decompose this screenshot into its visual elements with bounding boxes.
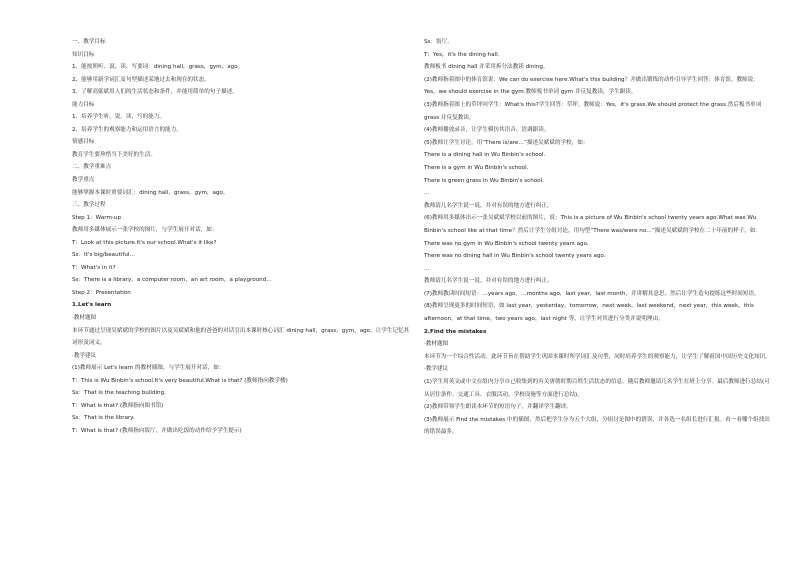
text-line: 1、培养学生听、说、读、写的能力。 [72, 114, 166, 121]
text-line: (2)教师带领学生朗读本环节的短语句子，并翻译学生翻译。 [424, 404, 572, 411]
text-line: 2.Find the mistakes [424, 328, 487, 335]
text-line: Ss：饭厅。 [424, 39, 453, 45]
text-line: 能够掌握本课时重要词汇：dining hall，grass，gym，ago。 [72, 189, 229, 196]
text-line: (3)教师展示 Find the mistakes 中的插图，然后把学生分为五个大组，分组讨论图中的错误，并各选一名组长进行汇报。看一看哪个组找出的错误最多。 [424, 416, 770, 436]
text-line: 能力目标 [72, 101, 95, 108]
text-line: Step 2：Presentation [72, 289, 131, 296]
text-line: ·教学建议 [424, 366, 449, 373]
text-line: (6)教师用多媒体出示一张吴斌斌学校以前的图片，说：This is a picture of Wu Binbin's school twenty years ago.What was Wu Binbin's school like at that time？然后让学生分组讨论，用句型“There was/were no…”描述吴斌斌的学校在二十年前的样子，如： [424, 215, 762, 234]
text-line: 2、培养学生的观察能力和运用语言的能力。 [72, 126, 182, 133]
text-line: There is a gym in Wu Binbin's school. [424, 164, 529, 171]
text-line: 教师请几名学生说一说，并对有误的地方进行纠正。 [424, 278, 553, 285]
text-line: T：This is Wu Binbin's school.It's very beautiful.What is that? (教师指向教学楼) [72, 377, 288, 384]
text-line: T：What's in it? [72, 264, 116, 271]
text-line: (8)教师呈现更多的时间短语，如 last year，yesterday，tomorrow，next week，last weekend，next year，this week，this afternoon，at that time，two years ago，last night 等，让学生对其进行分类并说明理由。 [424, 303, 754, 323]
text-line: 知识目标 [72, 51, 95, 58]
text-line: (1)教师展示 Let's learn 的教材插图，与学生展开对话，如： [72, 365, 225, 372]
text-line: Step 1：Warm-up [72, 214, 122, 221]
text-line: 教学重点 [72, 177, 95, 184]
text-line: 教师板书 dining hall 并采用拆分法教读 dining。 [424, 64, 549, 71]
text-line: T：Yes，it's the dining hall. [424, 51, 500, 58]
text-line: Ss：That is the teaching building. [72, 390, 166, 397]
text-line: ·教材题图 [72, 315, 97, 322]
text-line: 一、教学目标 [72, 39, 106, 45]
text-line: Ss：It's big/beautiful… [72, 252, 136, 259]
text-line: There was no gym in Wu Binbin's school twenty years ago. [424, 240, 589, 247]
right-column [424, 36, 772, 439]
text-line: 二、教学重难点 [72, 164, 112, 171]
text-line: There is green grass in Wu Binbin's school. [424, 177, 544, 184]
text-line: ·教学建议 [72, 352, 97, 359]
text-line: 3、了解高粱斌用人们的生活状态和条件，并能用简单的句子描述。 [72, 89, 238, 96]
text-line: There was no dining hall in Wu Binbin's school twenty years ago. [424, 253, 606, 260]
text-line: T：Look at this picture.It's our school.What's it like? [72, 239, 217, 246]
text-line: 2、能够用新学词汇及句型描述某地过去和现在的状态。 [72, 76, 210, 83]
text-line: 情感目标 [72, 139, 95, 146]
text-line: 教育学生要珍惜当下美好的生活。 [72, 151, 156, 158]
text-line: T：What is that? (教师指向图书馆) [72, 402, 164, 409]
text-line: ·教材题图 [424, 341, 449, 348]
text-line: T：What is that? (教师指向饭厅，并做出吃饭的动作给予学生提示) [72, 427, 242, 434]
text-line: … [424, 265, 430, 272]
text-line: (2)教师指着图中的体育馆说：We can do exercise here.What's this building？并做出锻炼的动作引导学生回答：体育馆。教师说：Yes，we should exercise in the gym.教师板书单词 gym 并反复教读，学生跟读。 [424, 76, 759, 96]
text-line: There is a dining hall in Wu Binbin's school. [424, 152, 546, 159]
text-line: (3)教师指着图上的草坪问学生：What's this?学生回答：草坪。教师说：Yes，it's grass.We should protect the grass.然后板书单词 grass 并反复教读。 [424, 101, 762, 121]
text-line: (5)教师让学生讨论，用“There is/are…”描述吴斌斌的学校，如： [424, 139, 589, 146]
text-line: 教师用多媒体展示一张学校的图片，与学生展开对话，如： [72, 227, 218, 234]
text-line: 本环节为一个综合性活动。此环节旨在帮助学生巩固本课时所学词汇及句型，同时培养学生的观察能力，让学生了解祖国中国历史文化知识。 [424, 353, 771, 360]
text-line: (1)学生用英文或中文在组内分享自己收集到的有关唐朝时期百姓生活状态的信息。随后教师邀请几名学生在班上分享。最后教师进行总结(可从居住条件、交通工具、衣服活动、学校设施等方面进行总结)。 [424, 379, 770, 398]
left-column [72, 36, 412, 438]
text-line: 教师请几名学生说一说，并对有误的地方进行纠正。 [424, 202, 553, 209]
text-line: 三、教学过程 [72, 202, 106, 209]
text-line: Ss：There is a library，a computer room，an art room，a playground… [72, 277, 272, 284]
text-line: 1.Let's learn [72, 302, 112, 309]
text-line: (4)教师播放录音，让学生模仿其语音、语调跟读。 [424, 127, 550, 134]
text-line: (7)教师教读时间短语：…years ago，…months ago，last year，last month，并讲解其意思。然后让学生造句提练这些时间短语。 [424, 290, 760, 297]
text-line: 1、能按照听、说、读、写要词：dining hall，grass，gym，ago。 [72, 64, 244, 71]
text-line: … [424, 190, 430, 197]
text-line: 本环节通过呈现吴斌斌的学校的图片以及吴斌斌和他的爸爸的对话引出本课时核心词汇 dining hall，grass，gym，ago。让学生记忆其词形及词义。 [72, 327, 410, 347]
text-line: Ss：That is the library. [72, 415, 135, 422]
